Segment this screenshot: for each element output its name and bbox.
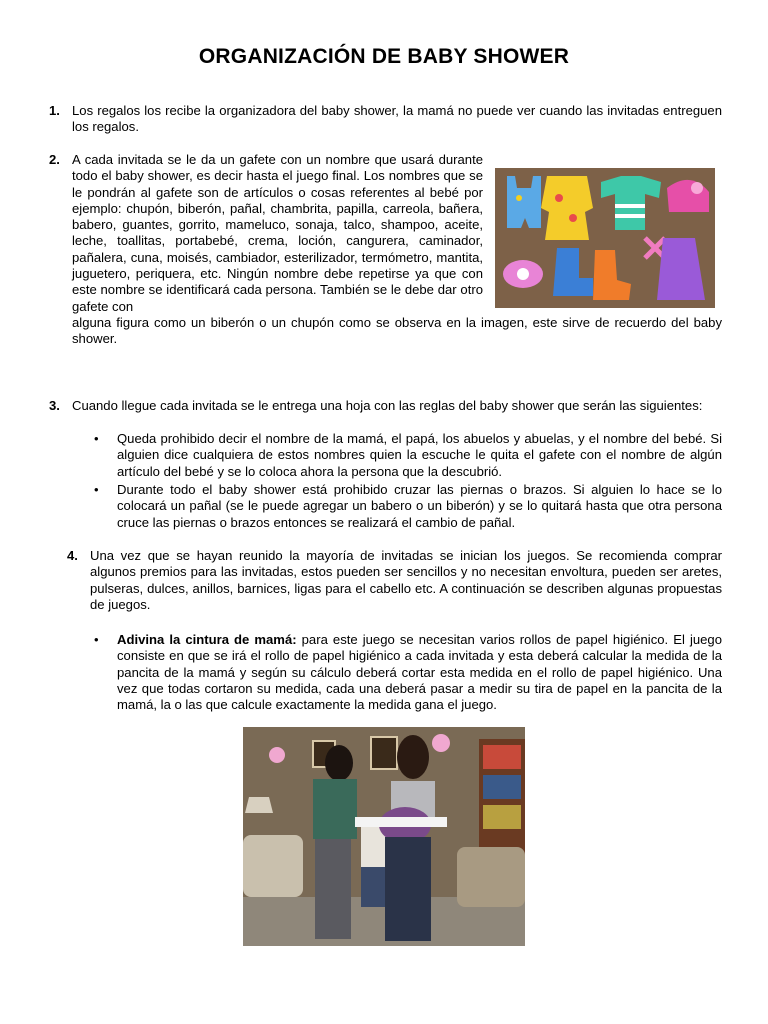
item-text-2-continued: alguna figura como un biberón o un chupón como se observa en la imagen, este sirve de recuerdo del baby shower. xyxy=(72,315,722,347)
item-text-3: Cuando llegue cada invitada se le entrega una hoja con las reglas del baby shower que serán las siguientes: xyxy=(72,398,703,413)
badges-photo xyxy=(495,168,715,308)
game-text: para este juego se necesitan varios rollos de papel higiénico. El juego consiste en que se irá el rollo de papel higiénico a cada invitada y esta deberá calcular la medida de la pancita de la mamá y según su cálculo deberá cortar esta medida en el rollo de papel higiénico. Una vez que todas cortaron su medida, cada una deberá pasar a medir su tira de papel en la pancita de la mamá, la o las que calcule exactamente la medida gana el juego. xyxy=(117,632,722,713)
bullet-icon: • xyxy=(94,431,99,446)
item-text-1: Los regalos los recibe la organizadora del baby shower, la mamá no puede ver cuando las invitadas entreguen los regalos. xyxy=(72,103,722,135)
item-number-3: 3. xyxy=(49,398,60,413)
rule-bullet-2: Durante todo el baby shower está prohibido cruzar las piernas o brazos. Si alguien lo hace se lo colocará un pañal (se le puede agregar un babero o un biberón) y se lo quitará hasta que otra persona cruce las piernas o brazos entonces se realizará el cambio de pañal. xyxy=(117,482,722,530)
game-description xyxy=(117,632,722,713)
item-number-4: 4. xyxy=(67,548,78,563)
item-number-1: 1. xyxy=(49,103,60,118)
item-number-2: 2. xyxy=(49,152,60,167)
document-title: ORGANIZACIÓN DE BABY SHOWER xyxy=(198,45,570,68)
item-text-2-wrapped: A cada invitada se le da un gafete con un nombre que usará durante todo el baby shower, es decir hasta el juego final. Los nombres que se le pondrán al gafete son de artículos o cosas referentes al bebé por ejemplo: chupón, biberón, pañal, chambrita, papilla, carreola, bañera, babero, guantes, gorrito, mameluco, sonaja, talco, shampoo, aceite, leche, toallitas, portabebé, crema, loción, cangurera, caminador, pañalera, cuna, moisés, cambiador, esterilizador, termómetro, mantita, juguetero, periquera, etc. Ningún nombre debe repetirse ya que con este nombre se identificará cada persona. También se le debe dar otro gafete con xyxy=(72,152,483,314)
bullet-icon: • xyxy=(94,632,99,647)
rule-bullet-1: Queda prohibido decir el nombre de la mamá, el papá, los abuelos y abuelas, y el nombre del bebé. Si alguien dice cualquiera de estos nombres quien la escuche le quita el gafete con el nombre de algún artículo del bebé y se lo coloca ahora la persona que la descubrió. xyxy=(117,431,722,479)
measuring-photo xyxy=(243,727,525,946)
bullet-icon: • xyxy=(94,482,99,497)
item-text-4: Una vez que se hayan reunido la mayoría de invitadas se inician los juegos. Se recomienda comprar algunos premios para las invitadas, estos pueden ser sencillos y no necesitan envoltura, pueden ser aretes, pulseras, dulces, anillos, barnices, ligas para el cabello etc. A continuación se describen algunas propuestas de juegos. xyxy=(90,548,722,612)
game-name: Adivina la cintura de mamá: xyxy=(117,632,297,647)
